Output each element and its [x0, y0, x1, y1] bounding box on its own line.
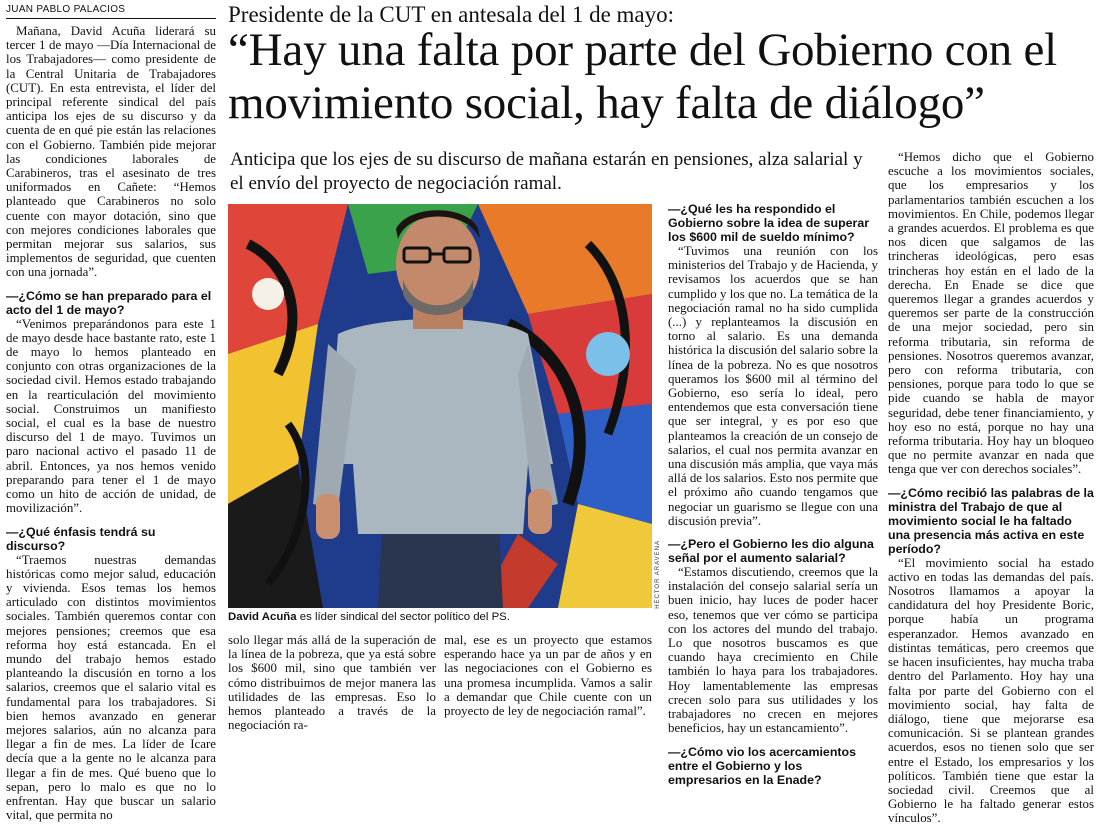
paragraph: “Hemos dicho que el Gobierno escuche a los movimientos sociales, que los empresarios y los parlamentarios también escuchen a los movimientos. En Chile, podemos llegar a grandes acuerdos. El problema es que nos dicen que salgamos de las trincheras ideológicas, pero esas trincheras hoy están en el lado de la derecha. En Enade se dice que queremos llegar a grandes acuerdos y queremos ser parte de la construcción de una mejor sociedad, pero sin reforma tributaria, sin reforma de pensiones. Nosotros queremos avanzar, pero con reforma tributaria, con pensiones, porque para todo lo que se pide cuando se habla de mayor seguridad, debe tener financiamiento, y hoy eso no está, porque no hay una reforma tributaria. Hoy hay un bloqueo que no permite avanzar en nada que tenga que ver con derechos sociales”. [888, 150, 1094, 477]
paragraph: “Estamos discutiendo, creemos que la instalación del consejo salarial sería un buen inicio, hay luces de poder hacer eso, tenemos que ver cómo se participa con los actores del mundo del trabajo. Lo que nosotros buscamos es que cuando haya crecimiento en Chile también lo haya para los trabajadores. Hoy lamentablemente las empresas crecen solo para sus utilidades y los trabajadores no crecen en mejores beneficios, hay un estancamiento”. [668, 565, 878, 736]
paragraph: “Venimos preparándonos para este 1 de mayo desde hace bastante rato, este 1 de mayo lo hemos planteado en conjunto con otras organizaciones de la sociedad civil. Hemos estado trabajando en la rearticulación del movimiento social. Construimos un manifiesto social, el cual es la base de nuestro discurso del 1 de mayo. Tuvimos un paro nacional activo el pasado 11 de abril. Entonces, ya nos hemos venido preparando para tener el 1 de mayo como un hito de acción de unidad, de movilización”. [6, 316, 216, 516]
headline: “Hay una falta por parte del Gobierno con el movimiento social, hay falta de diálogo” [228, 24, 1058, 129]
caption-text: es líder sindical del sector político del PS. [296, 611, 510, 623]
column-1 [6, 24, 216, 822]
kicker: Presidente de la CUT en antesala del 1 de mayo: [228, 2, 675, 27]
column-3-bottom [444, 633, 652, 718]
mural-portrait-illustration [228, 204, 652, 608]
photo-david-acuna [228, 204, 652, 608]
interview-question: —¿Cómo vio los acercamientos entre el Gobierno y los empresarios en la Enade? [668, 744, 856, 787]
interview-question: —¿Cómo recibió las palabras de la ministra del Trabajo de que al movimiento social le ha faltado una presencia más activa en este período? [888, 485, 1094, 556]
interview-question: —¿Pero el Gobierno les dio alguna señal por el aumento salarial? [668, 537, 874, 566]
column-5 [888, 150, 1094, 826]
paragraph: “Tuvimos una reunión con los ministerios del Trabajo y de Hacienda, y revisamos los acuerdos que se han cumplido y los que no. La temática de la negociación ramal no ha sido cumplida (...) y replanteamos la discusión en torno al salario. Es una demanda histórica la discusión del salario sobre la línea de la pobreza. No es que nosotros queramos los $600 mil al término del Gobierno, eso sería lo ideal, pero entendemos que esta conversación tiene que ser integral, y es por eso que planteamos la creación de un consejo de salarios, el cual nos permita avanzar en una discusión más amplia, que vaya más allá de los salarios. Esto nos permite que el próximo año cuando tengamos que negociar un guarismo se llegue con una discusión previa”. [668, 244, 878, 528]
paragraph: solo llegar más allá de la superación de la línea de la pobreza, que ya está sobre los $600 mil, sino que también ver cómo distribuimos de mejor manera las utilidades de las empresas. Eso lo hemos planteado a través de la negociación ra- [228, 633, 436, 733]
paragraph: mal, ese es un proyecto que estamos esperando hace ya un par de años y en las negociaciones con el Gobierno es una promesa incumplida. Vamos a salir a demandar que Chile cuente con un proyecto de ley de negociación ramal”. [444, 633, 652, 719]
column-4 [668, 202, 878, 787]
paragraph: “El movimiento social ha estado activo en todas las demandas del país. Nosotros llamamos a apoyar la candidatura del hoy Presidente Boric, porque había un programa esperanzador. Hemos avanzado en distintas temáticas, pero creemos que se hacen insuficientes, hay mucha traba dentro del Parlamento. Hoy hay una falta por parte del Gobierno con el movimiento social, hay falta de diálogo, tiene que mejorarse esa comunicación. Si se plantean grandes acuerdos, esos no tienen solo que ser entre el Estado, los empresarios y los políticos. También tiene que estar la sociedad civil. Creemos que al Gobierno le ha faltado generar estos vínculos”. [888, 555, 1094, 826]
byline: JUAN PABLO PALACIOS [6, 4, 126, 15]
deck-subheadline: Anticipa que los ejes de su discurso de mañana estarán en pensiones, alza salarial y el envío del proyecto de negociación ramal. [230, 149, 863, 194]
column-2-bottom [228, 633, 436, 732]
interview-question: —¿Qué les ha respondido el Gobierno sobre la idea de superar los $600 mil de sueldo mínimo? [668, 202, 870, 244]
caption-name: David Acuña [228, 611, 297, 623]
paragraph: “Traemos nuestras demandas históricas como mejor salud, educación y vivienda. Esos temas los hemos articulado con distintos movimientos sociales. También queremos contar con mejores pensiones; creemos que esa reforma hoy está estancada. En el mundo del trabajo hemos estado planteando la discusión en torno a los salarios, creemos que el salario vital es fundamental para los trabajadores. Si bien hemos avanzado en generar mejores salarios, aún no alcanza para llegar a fin de mes. La líder de Icare decía que a la gente no le alcanza para llegar a fin de mes. Qué bueno que lo sepan, pero lo malo es que no lo enfrentan. Hay que buscar un salario vital, que permita no [6, 552, 216, 823]
photo-caption [228, 611, 652, 623]
byline-divider [6, 18, 216, 19]
photo-credit: HÉCTOR ARAVENA [655, 540, 661, 609]
interview-question: —¿Cómo se han preparado para el acto del 1 de mayo? [6, 288, 212, 317]
paragraph: Mañana, David Acuña liderará su tercer 1 de mayo —Día Internacional de los Trabajadores— como presidente de la Central Unitaria de Trabajadores (CUT). En esta entrevista, el líder del principal referente sindical del país anticipa los ejes de su discurso y da cuenta de en qué pie están las relaciones con el Gobierno. También pide mejorar las condiciones laborales de Carabineros, tras el asesinato de tres uniformados en Cañete: “Hemos planteado que Carabineros no solo cuente con mayor dotación, sino que con mejores condiciones laborales que permitan mejorar sus salarios, sus implementos de seguridad, que cuenten con una jornada”. [6, 24, 216, 280]
interview-question: —¿Qué énfasis tendrá su discurso? [6, 524, 156, 553]
